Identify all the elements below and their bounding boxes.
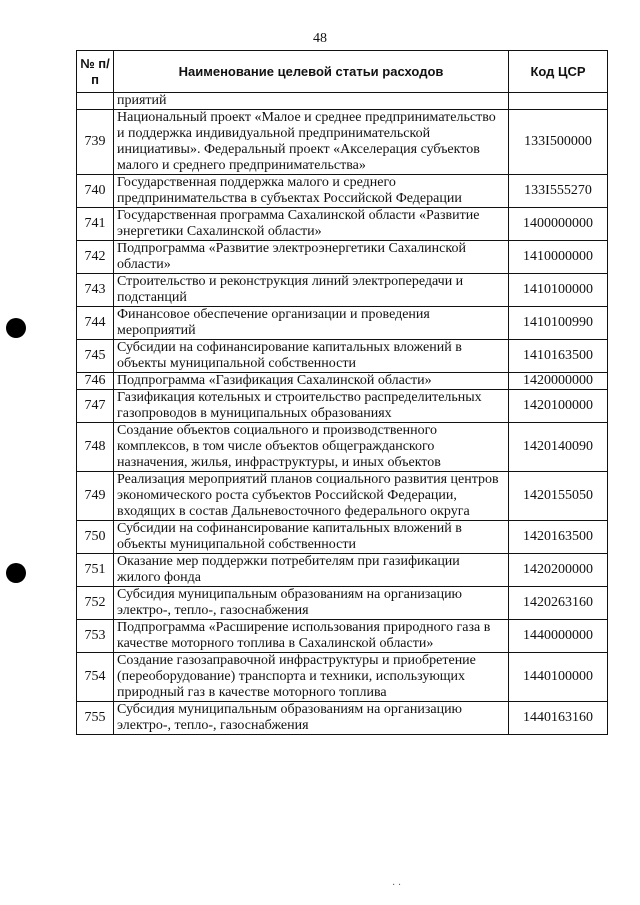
row-name: Национальный проект «Малое и среднее предпринимательство и поддержка индивидуальной предпринимательской инициативы». Федеральный проект «Акселерация субъектов малого и среднего предпринимательства» [114, 110, 509, 175]
header-num: № п/п [77, 51, 114, 93]
row-num: 749 [77, 472, 114, 521]
punch-hole-top [6, 318, 26, 338]
table-row [77, 521, 608, 554]
row-code: 133I555270 [509, 175, 608, 208]
row-num: 747 [77, 390, 114, 423]
row-num: 755 [77, 702, 114, 735]
row-name: Государственная программа Сахалинской области «Развитие энергетики Сахалинской области» [114, 208, 509, 241]
row-name: Субсидии на софинансирование капитальных вложений в объекты муниципальной собственности [114, 340, 509, 373]
row-code: 133I500000 [509, 110, 608, 175]
row-num: 740 [77, 175, 114, 208]
budget-table [76, 50, 608, 735]
row-num: 745 [77, 340, 114, 373]
table-row [77, 274, 608, 307]
row-num: 754 [77, 653, 114, 702]
row-name: Строительство и реконструкция линий электропередачи и подстанций [114, 274, 509, 307]
row-num: 743 [77, 274, 114, 307]
row-code: 1420140090 [509, 423, 608, 472]
row-code: 1410100990 [509, 307, 608, 340]
row-code: 1420200000 [509, 554, 608, 587]
scan-specks: · · [392, 880, 402, 891]
row-code: 1440163160 [509, 702, 608, 735]
table-row [77, 175, 608, 208]
row-name: Субсидия муниципальным образованиям на организацию электро-, тепло-, газоснабжения [114, 702, 509, 735]
row-name: Финансовое обеспечение организации и проведения мероприятий [114, 307, 509, 340]
row-num: 752 [77, 587, 114, 620]
page-number: 48 [313, 31, 327, 46]
row-name: Оказание мер поддержки потребителям при газификации жилого фонда [114, 554, 509, 587]
row-name: Государственная поддержка малого и среднего предпринимательства в субъектах Российской Федерации [114, 175, 509, 208]
row-name: Подпрограмма «Расширение использования природного газа в качестве моторного топлива в Сахалинской области» [114, 620, 509, 653]
row-code: 1420263160 [509, 587, 608, 620]
row-code: 1440000000 [509, 620, 608, 653]
row-code: 1410163500 [509, 340, 608, 373]
continuation-text: приятий [114, 93, 509, 110]
row-code: 1420163500 [509, 521, 608, 554]
row-num: 753 [77, 620, 114, 653]
table-row [77, 241, 608, 274]
table-row [77, 340, 608, 373]
row-code: 1410100000 [509, 274, 608, 307]
punch-hole-bottom [6, 563, 26, 583]
table-row [77, 472, 608, 521]
row-name: Подпрограмма «Развитие электроэнергетики Сахалинской области» [114, 241, 509, 274]
table-row [77, 554, 608, 587]
row-name: Подпрограмма «Газификация Сахалинской области» [114, 373, 509, 390]
row-code: 1420100000 [509, 390, 608, 423]
table-row [77, 390, 608, 423]
table-row [77, 110, 608, 175]
table-row [77, 702, 608, 735]
row-num: 746 [77, 373, 114, 390]
row-num: 750 [77, 521, 114, 554]
row-num: 739 [77, 110, 114, 175]
row-name: Реализация мероприятий планов социального развития центров экономического роста субъектов Российской Федерации, входящих в состав Дальневосточного федерального округа [114, 472, 509, 521]
row-code: 1440100000 [509, 653, 608, 702]
header-code: Код ЦСР [509, 51, 608, 93]
table-row [77, 587, 608, 620]
table-header-row [77, 51, 608, 93]
row-num: 748 [77, 423, 114, 472]
row-num: 741 [77, 208, 114, 241]
table-row [77, 373, 608, 390]
row-num: 744 [77, 307, 114, 340]
row-name: Газификация котельных и строительство распределительных газопроводов в муниципальных образованиях [114, 390, 509, 423]
table-row [77, 208, 608, 241]
table-row [77, 307, 608, 340]
table-row [77, 620, 608, 653]
row-code: 1420155050 [509, 472, 608, 521]
table-row [77, 423, 608, 472]
row-num: 751 [77, 554, 114, 587]
continuation-row [77, 93, 608, 110]
row-code: 1410000000 [509, 241, 608, 274]
table-row [77, 653, 608, 702]
row-code: 1400000000 [509, 208, 608, 241]
row-name: Создание газозаправочной инфраструктуры и приобретение (переоборудование) транспорта и техники, использующих природный газ в качестве моторного топлива [114, 653, 509, 702]
row-num: 742 [77, 241, 114, 274]
row-code: 1420000000 [509, 373, 608, 390]
row-name: Субсидии на софинансирование капитальных вложений в объекты муниципальной собственности [114, 521, 509, 554]
header-name: Наименование целевой статьи расходов [114, 51, 509, 93]
row-name: Создание объектов социального и производственного комплексов, в том числе объектов общегражданского назначения, жилья, инфраструктуры, и иных объектов [114, 423, 509, 472]
row-name: Субсидия муниципальным образованиям на организацию электро-, тепло-, газоснабжения [114, 587, 509, 620]
